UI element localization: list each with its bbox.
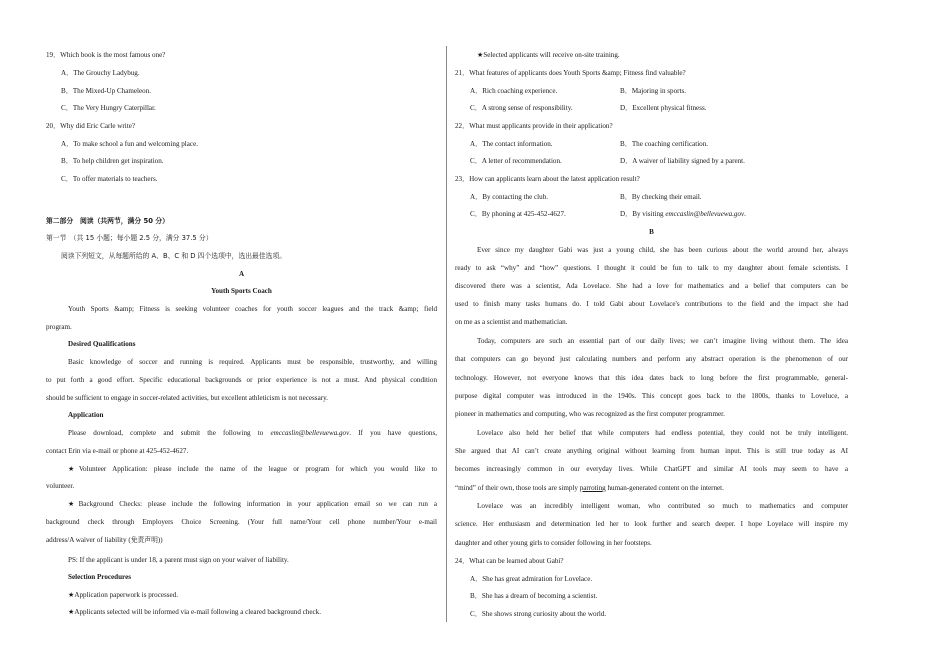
passage-b-p3-line-4 [455, 483, 724, 493]
passage-b-p2-line-4: purpose digital computer was introduced in the 1940s. This concept goes back to the 1800s, thanks to Loveluce, a [455, 392, 848, 400]
desired-line-3: should be sufficient to engage in soccer-related activities, but excellent athleticism is not necessary. [46, 394, 328, 402]
desired-line-2: to put forth a good effort. Specific educational backgrounds or prior experience is not a must. And physical condition [46, 376, 437, 384]
passage-b-p1-line-1: Ever since my daughter Gabi was just a young child, she has been curious about the world around her, always [477, 246, 848, 254]
passage-b-p3-line-4-start: “mind” of their own, those tools are simply [455, 484, 580, 492]
question-21-row-1 [455, 86, 848, 96]
question-23-option-c: C．By phoning at 425-452-4627. [470, 210, 566, 218]
question-19-option-c: C．The Very Hungry Caterpillar. [61, 104, 156, 112]
application-line-1 [68, 428, 437, 438]
application-line-1-end: . If you have questions, [349, 429, 437, 437]
question-23-email-link[interactable]: emccaslin@bellevuewa.gov [665, 210, 745, 218]
desired-line-1: Basic knowledge of soccer and running is required. Applicants must be responsible, trustworthy, and willing [68, 358, 437, 366]
question-19-stem: 19．Which book is the most famous one? [46, 51, 166, 59]
application-email-link[interactable]: emccaslin@bellevuewa.gov [270, 429, 350, 437]
question-23-option-d-prefix: D．By visiting [620, 210, 666, 218]
question-23-stem: 23．How can applicants learn about the latest application result? [455, 175, 640, 183]
volunteer-application-line-1: ★Volunteer Application: please include the name of the league or program for which you would like to [68, 465, 437, 473]
question-22-row-1 [455, 139, 848, 149]
passage-b-p3-line-1: Lovelace also held her belief that while computers had endless potential, they could not be truly intelligent. [477, 429, 848, 437]
passage-b-p2-line-2: that computers can go beyond just calculating numbers and perform any abstract operation is the phenomenon of our [455, 355, 848, 363]
desired-qualifications-heading: Desired Qualifications [68, 340, 136, 348]
selection-procedures-heading: Selection Procedures [68, 573, 131, 581]
passage-b-letter: B [649, 228, 654, 236]
question-24-stem: 24．What can be learned about Gabi? [455, 557, 564, 565]
intro-line-1: Youth Sports &amp; Fitness is seeking volunteer coaches for youth soccer leagues and the track &amp; field [68, 305, 437, 313]
question-20-option-b: B．To help children get inspiration. [61, 157, 164, 165]
question-23-option-d-suffix: . [744, 210, 746, 218]
section-1-heading: 第一节 （共 15 小题；每小题 2.5 分，满分 37.5 分） [46, 234, 213, 242]
application-line-1-start: Please download, complete and submit the following to [68, 429, 271, 437]
question-21-option-d: D．Excellent physical fitness. [620, 104, 707, 112]
background-check-line-3-start: address/A waiver of liability ( [46, 536, 131, 544]
column-divider [446, 46, 447, 622]
passage-b-p1-line-2: ready to ask “why” and “how” questions. I thought it could be fun to talk to my daughter about female scientists. I [455, 264, 848, 272]
background-check-line-2: background check through Employers Choice Screening. (Your full name/Your cell phone number/Your e-mail [46, 518, 437, 526]
question-23-option-d [620, 209, 746, 219]
passage-b-p1-line-5: on me as a scientist and mathematician. [455, 318, 568, 326]
passage-b-p4-line-1: Lovelace was an incredibly intelligent woman, who contributed so much to mathematics and computer [477, 502, 848, 510]
passage-b-p3-line-2: She argued that AI can’t create anything original without learning from human input. This is still true today as AI [455, 447, 848, 455]
question-24-option-b: B．She has a dream of becoming a scientist. [470, 592, 598, 600]
passage-b-p4-line-2: science. Her enthusiasm and determination led her to look further and search deeper. I hope Loyelace will inspire my [455, 520, 848, 528]
passage-b-p2-line-1: Today, computers are such an essential part of our daily lives; we can’t imagine living without them. The idea [477, 337, 848, 345]
passage-b-p1-line-3: discovered there was a scientist, Ada Lovelace. She had a love for mathematics and a belief that computers can be [455, 282, 848, 290]
question-20-option-c: C．To offer materials to teachers. [61, 175, 158, 183]
question-22-row-2 [455, 156, 848, 166]
question-21-option-b: B．Majoring in sports. [620, 87, 687, 95]
background-check-line-1: ★Background Checks: please include the following information in your application email so we can run a [68, 500, 437, 508]
question-22-option-b: B．The coaching certification. [620, 140, 709, 148]
selection-step-1: ★Application paperwork is processed. [68, 591, 178, 599]
passage-b-p2-line-3: technology. However, not everyone knows that this idea dates back to long before the first programmable, general- [455, 374, 848, 382]
question-22-option-c: C．A letter of recommendation. [470, 157, 562, 165]
passage-b-p3-line-3: becomes increasingly common in our everyday lives. While ChatGPT and similar AI tools may seem to have a [455, 465, 848, 473]
passage-a-title: Youth Sports Coach [211, 287, 272, 295]
question-21-option-a: A．Rich coaching experience. [470, 87, 558, 95]
passage-b-p3-line-4-end: human-generated content on the internet. [605, 484, 724, 492]
ps-note: PS: If the applicant is under 18, a parent must sign on your waiver of liability. [68, 556, 289, 564]
underlined-word-parroting: parroting [579, 484, 606, 492]
question-24-option-a: A．She has great admiration for Lovelace. [470, 575, 593, 583]
intro-line-2: program. [46, 323, 72, 331]
part-2-heading: 第二部分 阅读（共两节，满分 50 分） [46, 217, 169, 225]
question-19-option-b: B．The Mixed-Up Chameleon. [61, 87, 152, 95]
question-23-row-2 [455, 209, 848, 219]
selection-step-3: ★Selected applicants will receive on-site training. [477, 51, 620, 59]
reading-instruction: 阅读下列短文，从每题所给的 A、B、C 和 D 四个选项中，选出最佳选项。 [61, 252, 287, 260]
question-23-option-a: A．By contacting the club. [470, 193, 549, 201]
question-24-option-c: C．She shows strong curiosity about the world. [470, 610, 607, 618]
question-23-option-b: B．By checking their email. [620, 193, 702, 201]
question-23-row-1 [455, 192, 848, 202]
question-21-stem: 21．What features of applicants does Youth Sports &amp; Fitness find valuable? [455, 69, 686, 77]
waiver-chinese-gloss: 免责声明 [130, 536, 158, 544]
application-heading: Application [68, 411, 104, 419]
passage-a-letter: A [238, 270, 245, 278]
selection-step-2: ★Applicants selected will be informed via e-mail following a cleared background check. [68, 608, 321, 616]
question-22-stem: 22．What must applicants provide in their application? [455, 122, 613, 130]
question-19-option-a: A．The Grouchy Ladybug. [61, 69, 140, 77]
passage-b-p1-line-4: used to finish many tasks humans do. I told Gabi about Lovelace's contributions to the field and the impact she had [455, 300, 848, 308]
background-check-line-3-end: )) [157, 536, 163, 544]
question-20-stem: 20．Why did Eric Carle write? [46, 122, 136, 130]
background-check-line-3 [46, 535, 163, 545]
question-22-option-a: A．The contact information. [470, 140, 553, 148]
question-21-row-2 [455, 103, 848, 113]
question-20-option-a: A．To make school a fun and welcoming place. [61, 140, 199, 148]
passage-b-p2-line-5: pioneer in mathematics and computing, who was recognized as the first computer programmer. [455, 410, 725, 418]
passage-b-p4-line-3: daughter and other young girls to consider following in her footsteps. [455, 539, 652, 547]
application-line-2: contact Erin via e-mail or phone at 425-452-4627. [46, 447, 189, 455]
question-21-option-c: C．A strong sense of responsibility. [470, 104, 573, 112]
volunteer-application-line-2: volunteer. [46, 482, 75, 490]
question-22-option-d: D．A waiver of liability signed by a parent. [620, 157, 745, 165]
